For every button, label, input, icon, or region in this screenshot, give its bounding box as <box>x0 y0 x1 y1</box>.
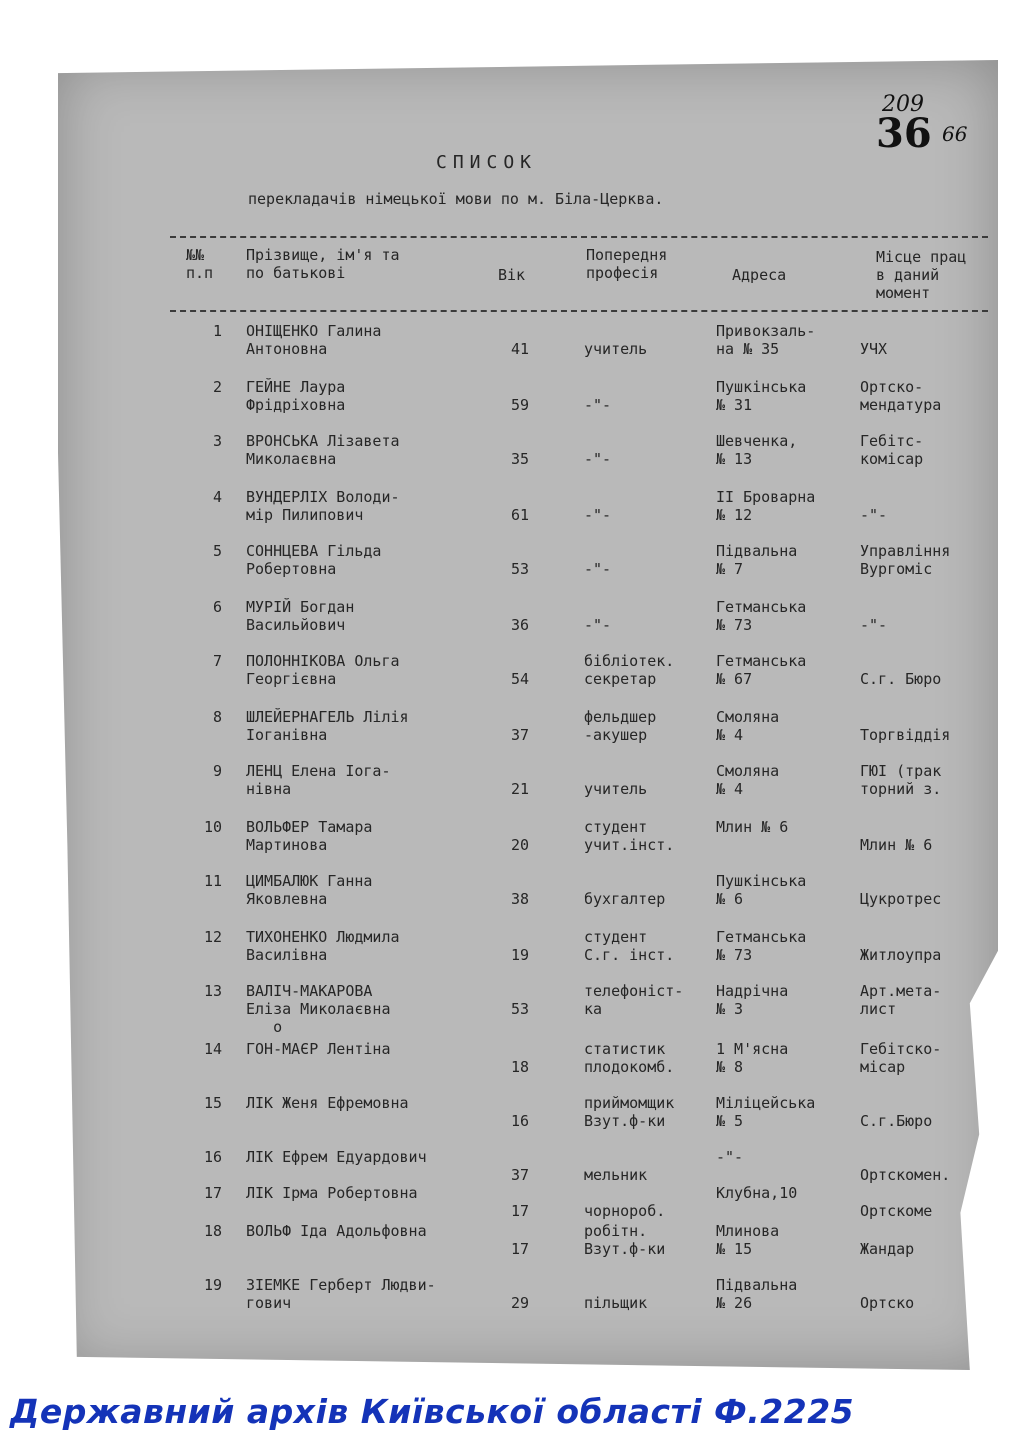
table-row <box>0 1094 1024 1148</box>
cell-prof: учитель <box>584 780 648 798</box>
cell-name: ГЕЙНЕ Лаура Фрідріховна <box>246 378 346 414</box>
cell-name: ЛІК Женя Ефремовна <box>246 1094 409 1112</box>
cell-work: -"- <box>860 506 888 524</box>
cell-name: ОНІЩЕНКО Галина Антоновна <box>246 322 382 358</box>
cell-name: ЛІК Ірма Робертовна <box>246 1184 418 1202</box>
cell-addr: Міліцейська № 5 <box>716 1094 816 1130</box>
table-row <box>0 542 1024 596</box>
archive-page-number <box>876 92 986 162</box>
cell-name: ЦИМБАЛЮК Ганна Яковлевна <box>246 872 373 908</box>
cell-work: Житлоупра <box>860 946 942 964</box>
table-row <box>0 378 1024 432</box>
cell-age: 19 <box>510 946 530 964</box>
cell-age: 17 <box>510 1202 530 1220</box>
cell-age: 37 <box>510 726 530 744</box>
table-row <box>0 872 1024 926</box>
cell-addr: II Броварна № 12 <box>716 488 816 524</box>
cell-num: 18 <box>203 1222 222 1240</box>
cell-work: УЧХ <box>860 340 888 358</box>
cell-name: МУРІЙ Богдан Васильйович <box>246 598 355 634</box>
cell-work: Гебітско- місар <box>860 1040 942 1076</box>
cell-num: 10 <box>203 818 222 836</box>
cell-prof: статистик плодокомб. <box>584 1040 675 1076</box>
cell-age: 38 <box>510 890 530 908</box>
cell-prof: -"- <box>584 506 612 524</box>
cell-name: ВОЛЬФЕР Тамара Мартинова <box>246 818 373 854</box>
cell-work: Арт.мета- лист <box>860 982 942 1018</box>
cell-work: Торгвіддія <box>860 726 951 744</box>
cell-addr: Шевченка, № 13 <box>716 432 798 468</box>
cell-prof: мельник <box>584 1166 648 1184</box>
cell-prof: студент С.г. інст. <box>584 928 675 964</box>
cell-age: 37 <box>510 1166 530 1184</box>
cell-num: 7 <box>212 652 222 670</box>
cell-work: С.г.Бюро <box>860 1112 933 1130</box>
table-row <box>0 708 1024 762</box>
cell-name: ШЛЕЙЕРНАГЕЛЬ Лілія Іоганівна <box>246 708 409 744</box>
cell-name: ЗІЕМКЕ Герберт Людви- гович <box>246 1276 436 1312</box>
header-work: Місце прац в даний момент <box>876 248 967 302</box>
page-number-top: 209 <box>882 92 924 117</box>
cell-num: 4 <box>212 488 222 506</box>
cell-name: ЛІК Ефрем Едуардович <box>246 1148 427 1166</box>
cell-addr: Гетманська № 67 <box>716 652 807 688</box>
header-num: №№ п.п <box>186 246 214 282</box>
cell-work: С.г. Бюро <box>860 670 942 688</box>
cell-prof: -"- <box>584 560 612 578</box>
cell-prof: бухгалтер <box>584 890 666 908</box>
cell-work: Млин № 6 <box>860 836 933 854</box>
document-subtitle: перекладачів німецької мови по м. Біла-Церква. <box>248 190 664 208</box>
cell-name: ПОЛОННІКОВА Ольга Георгієвна <box>246 652 400 688</box>
table-row <box>0 982 1024 1036</box>
table-row <box>0 1222 1024 1276</box>
cell-num: 14 <box>203 1040 222 1058</box>
page-number-main: 36 <box>876 110 932 157</box>
cell-name: ВУНДЕРЛІХ Володи- мір Пилипович <box>246 488 400 524</box>
archive-footer: Державний архів Київської області Ф.2225 <box>10 1392 855 1431</box>
cell-age: 61 <box>510 506 530 524</box>
cell-prof: -"- <box>584 616 612 634</box>
table-row <box>0 488 1024 542</box>
cell-prof: робітн. Взут.ф-ки <box>584 1222 666 1258</box>
cell-num: 15 <box>203 1094 222 1112</box>
table-row <box>0 818 1024 872</box>
cell-addr: Млин № 6 <box>716 818 789 836</box>
cell-num: 19 <box>203 1276 222 1294</box>
cell-prof: учитель <box>584 340 648 358</box>
table-row <box>0 652 1024 706</box>
cell-prof: студент учит.інст. <box>584 818 675 854</box>
table-row <box>0 432 1024 486</box>
cell-num: 8 <box>212 708 222 726</box>
cell-work: -"- <box>860 616 888 634</box>
cell-name: ГОН-МАЄР Лентіна <box>246 1040 391 1058</box>
cell-addr: Гетманська № 73 <box>716 598 807 634</box>
cell-addr: Пушкінська № 31 <box>716 378 807 414</box>
cell-addr: Клубна,10 <box>716 1184 798 1202</box>
cell-work: Ортско- мендатура <box>860 378 942 414</box>
cell-addr: Млинова № 15 <box>716 1222 780 1258</box>
cell-num: 12 <box>203 928 222 946</box>
cell-work: Гебітс- комісар <box>860 432 924 468</box>
cell-num: 9 <box>212 762 222 780</box>
cell-num: 13 <box>203 982 222 1000</box>
cell-age: 18 <box>510 1058 530 1076</box>
cell-work: ГЮІ (трак торний з. <box>860 762 942 798</box>
cell-addr: Пушкінська № 6 <box>716 872 807 908</box>
cell-prof: пільщик <box>584 1294 648 1312</box>
table-row <box>0 322 1024 376</box>
cell-addr: Смоляна № 4 <box>716 762 780 798</box>
header-bottom-rule <box>170 310 988 312</box>
cell-addr: -"- <box>716 1148 744 1166</box>
table-row <box>0 1040 1024 1094</box>
cell-prof: фельдшер -акушер <box>584 708 657 744</box>
cell-prof: телефоніст- ка <box>584 982 684 1018</box>
cell-name: ВОЛЬФ Іда Адольфовна <box>246 1222 427 1240</box>
cell-num: 16 <box>203 1148 222 1166</box>
cell-work: Цукротрес <box>860 890 942 908</box>
cell-age: 16 <box>510 1112 530 1130</box>
table-row <box>0 762 1024 816</box>
cell-prof: -"- <box>584 450 612 468</box>
table-row <box>0 1276 1024 1330</box>
cell-addr: Надрічна № 3 <box>716 982 789 1018</box>
header-age: Вік <box>498 266 526 284</box>
cell-name: ВАЛІЧ-МАКАРОВА Еліза Миколаєвна о <box>246 982 391 1036</box>
cell-age: 53 <box>510 1000 530 1018</box>
cell-age: 36 <box>510 616 530 634</box>
cell-addr: Підвальна № 26 <box>716 1276 798 1312</box>
cell-age: 53 <box>510 560 530 578</box>
cell-age: 54 <box>510 670 530 688</box>
page-number-side: 66 <box>942 122 968 146</box>
cell-prof: чорнороб. <box>584 1202 666 1220</box>
cell-num: 17 <box>203 1184 222 1202</box>
cell-name: ЛЕНЦ Елена Іога- нівна <box>246 762 391 798</box>
cell-num: 3 <box>212 432 222 450</box>
cell-age: 59 <box>510 396 530 414</box>
cell-age: 35 <box>510 450 530 468</box>
cell-age: 20 <box>510 836 530 854</box>
cell-age: 17 <box>510 1240 530 1258</box>
cell-addr: Привокзаль- на № 35 <box>716 322 816 358</box>
cell-num: 6 <box>212 598 222 616</box>
cell-num: 1 <box>212 322 222 340</box>
cell-addr: Підвальна № 7 <box>716 542 798 578</box>
cell-age: 29 <box>510 1294 530 1312</box>
cell-work: Ортскоме <box>860 1202 933 1220</box>
cell-name: ВРОНСЬКА Лізавета Миколаєвна <box>246 432 400 468</box>
document-title: СПИСОК <box>436 152 538 173</box>
cell-work: Управління Вургоміс <box>860 542 951 578</box>
cell-addr: Смоляна № 4 <box>716 708 780 744</box>
cell-prof: -"- <box>584 396 612 414</box>
cell-addr: 1 М'ясна № 8 <box>716 1040 789 1076</box>
cell-num: 11 <box>203 872 222 890</box>
cell-addr: Гетманська № 73 <box>716 928 807 964</box>
header-addr: Адреса <box>732 266 787 284</box>
cell-num: 2 <box>212 378 222 396</box>
cell-prof: приймомщик Взут.ф-ки <box>584 1094 675 1130</box>
cell-num: 5 <box>212 542 222 560</box>
header-name: Прізвище, ім'я та по батькові <box>246 246 400 282</box>
cell-age: 21 <box>510 780 530 798</box>
table-row <box>0 928 1024 982</box>
cell-work: Жандар <box>860 1240 915 1258</box>
cell-name: ТИХОНЕНКО Людмила Василівна <box>246 928 400 964</box>
cell-age: 41 <box>510 340 530 358</box>
cell-work: Ортскомен. <box>860 1166 951 1184</box>
header-prof: Попередня професія <box>586 246 668 282</box>
table-row <box>0 598 1024 652</box>
cell-prof: бібліотек. секретар <box>584 652 675 688</box>
cell-work: Ортско <box>860 1294 915 1312</box>
header-top-rule <box>170 236 988 238</box>
cell-name: СОННЦЕВА Гільда Робертовна <box>246 542 382 578</box>
